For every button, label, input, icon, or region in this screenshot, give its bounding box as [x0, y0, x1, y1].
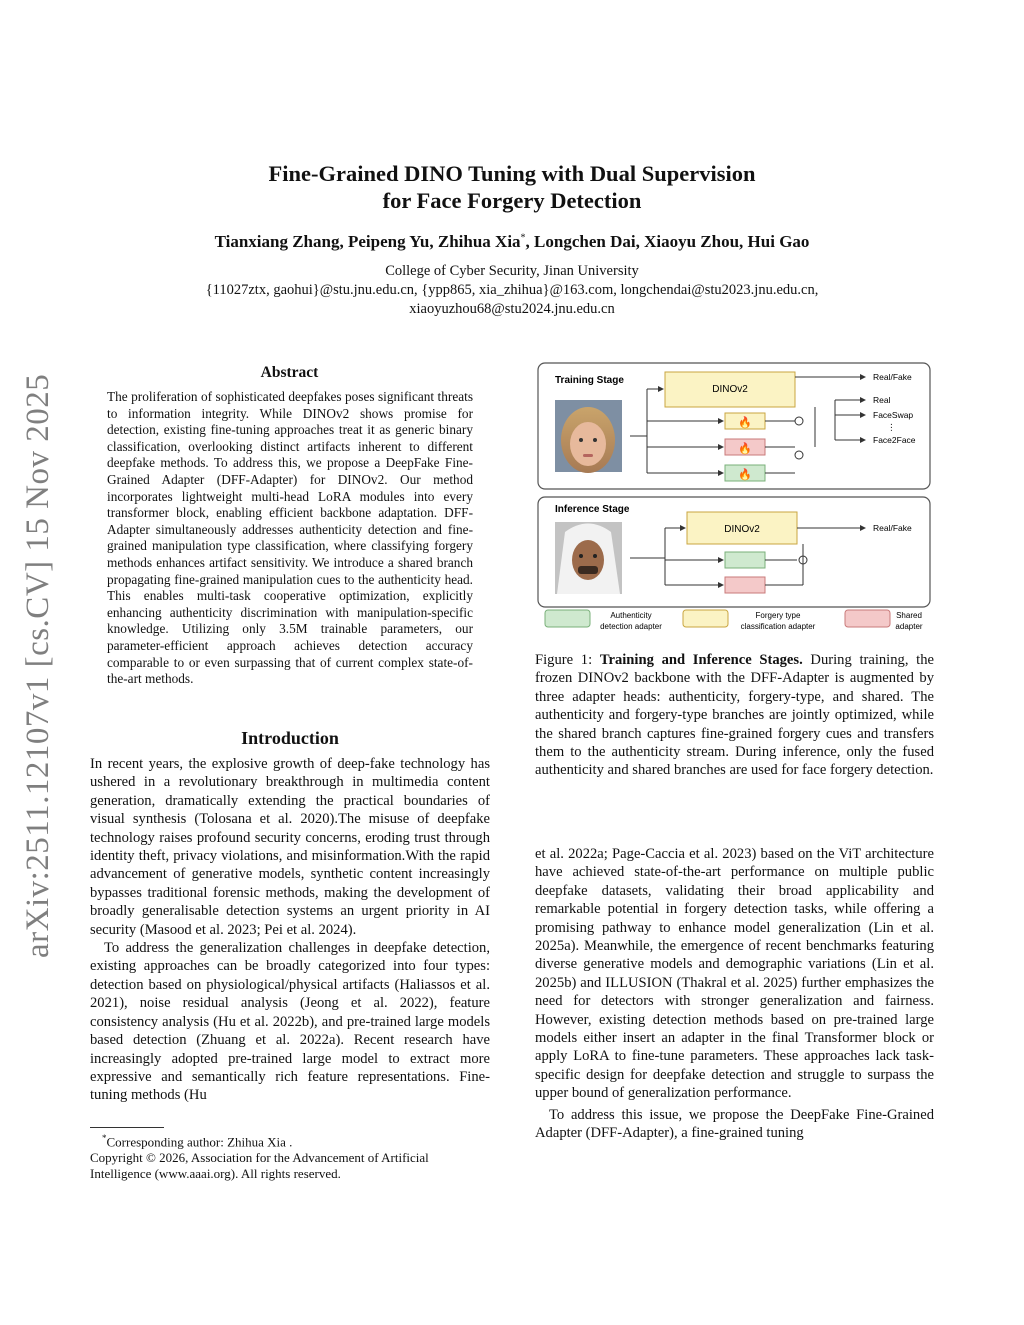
- caption-label: Figure 1:: [535, 652, 600, 668]
- copyright-notice: Copyright © 2026, Association for the Advancement of Artificial Intelligence (www.aaai.org). All rights reserved.: [90, 1150, 429, 1182]
- legend-forgery-line2: classification adapter: [740, 622, 816, 631]
- abstract-heading: Abstract: [260, 364, 319, 381]
- training-face-image: [555, 400, 622, 473]
- caption-title: Training and Inference Stages.: [599, 652, 803, 668]
- emails-line-1: {11027ztx, gaohui}@stu.jnu.edu.cn, {ypp865, xia_zhihua}@163.com, longchendai@stu2023.jnu.edu.cn,: [205, 282, 819, 298]
- output-ellipsis: ⋮: [887, 422, 896, 432]
- figure-1-diagram: [535, 360, 935, 640]
- corresponding-author-text: Corresponding author: Zhihua Xia .: [106, 1134, 293, 1150]
- legend-authenticity-line2: detection adapter: [600, 622, 662, 631]
- output-face2face: Face2Face: [873, 435, 916, 445]
- fire-icon: 🔥: [738, 469, 752, 481]
- inference-shared-adapter: [725, 577, 765, 593]
- legend-shared-line2: adapter: [895, 622, 923, 631]
- inference-stage-label: Inference Stage: [555, 504, 630, 515]
- caption-body: During training, the frozen DINOv2 backbone with the DFF-Adapter is augmented by three adapter heads: authenticity, forgery-type, and shared. The authenticity and forgery-type branches are jointly optimized, while the shared branch captures fine-grained forgery cues and transfers them to the authenticity stream. During inference, only the fused authenticity and shared branches are used for face forgery detection.: [535, 652, 934, 779]
- right-paragraph-1: et al. 2022a; Page-Caccia et al. 2023) based on the ViT architecture have achieved state-of-the-art performance on multiple public deepfake datasets, validating their broad applicability and remarkable potential in forgery detection tasks, while offering a promising pathway to enhance model generalization (Lin et al. 2025a). Meanwhile, the emergence of recent benchmarks featuring diverse generative models and demographic variations (Lin et al. 2025b) and ILLUSION (Thakral et al. 2025) further emphasizes the need for detectors with stronger generalization and fairness. However, existing detection methods based on pre-trained large models either insert an adapter in the final Transformer block or apply LoRA to fine-tune parameters. These approaches lack task-specific design for deepfake detection and struggle to surpass the upper bound of generalization performance.: [535, 846, 934, 1102]
- inference-dinov2-label: DINOv2: [724, 524, 760, 535]
- footnote-rule: [90, 1127, 164, 1128]
- title-line-2: for Face Forgery Detection: [382, 188, 642, 213]
- training-dinov2-label: DINOv2: [712, 384, 748, 395]
- footnote-corresponding: [90, 1130, 490, 1150]
- legend-authenticity-swatch: [545, 610, 590, 627]
- training-stage-label: Training Stage: [555, 375, 624, 386]
- arxiv-identifier: arXiv:2511.12107v1 [cs.CV] 15 Nov 2025: [20, 373, 56, 958]
- intro-paragraph-2: To address the generalization challenges in deepfake detection, existing approaches can be broadly categorized into four types: detection based on physiological/physical artifacts (Haliassos et al. 2021), noise residual analysis (Jeong et al. 2022), feature consistency analysis (Hu et al. 2022b), and pre-trained large models based detection (Zhuang et al. 2022a). Recent research have increasingly adopted pre-trained large model to extract more expressive and semantically rich feature representations. Fine-tuning methods (Hu: [90, 940, 490, 1104]
- figure-1: [535, 360, 935, 640]
- legend-shared-swatch: [845, 610, 890, 627]
- right-paragraph-2: To address this issue, we propose the DeepFake Fine-Grained Adapter (DFF-Adapter), a fine-grained tuning: [535, 1106, 934, 1142]
- affiliation-block: [100, 262, 924, 319]
- authors-part-1: Tianxiang Zhang, Peipeng Yu, Zhihua Xia: [214, 232, 521, 251]
- output-real-fake: Real/Fake: [873, 372, 912, 382]
- legend-forgery-line1: Forgery type: [755, 611, 801, 620]
- inference-face-image: [555, 522, 622, 594]
- introduction-body: [90, 755, 490, 1105]
- abstract-text: The proliferation of sophisticated deepfakes poses significant threats to information integrity. While DINOv2 shows promise for detection, existing fine-tuning approaches treat it as generic binary classification, overlooking distinct artifacts inherent to different deepfake methods. To address this, we propose a DeepFake Fine-Grained Adapter (DFF-Adapter) for DINOv2. Our method incorporates lightweight multi-head LoRA modules into every transformer block, enabling efficient backbone adaptation. DFF-Adapter simultaneously addresses authenticity detection and fine-grained manipulation type classification, where classifying forgery methods enhances artifact sensitivity. We introduce a shared branch propagating fine-grained manipulation cues to the authenticity head. This enables multi-task cooperative optimization, explicitly enhancing authenticity discrimination with manipulation-specific knowledge. Utilizing only 3.5M trainable parameters, our parameter-efficient approach achieves detection accuracy comparable to or even surpassing that of current complex state-of-the-art methods.: [107, 389, 473, 687]
- right-column-body: [535, 845, 934, 1143]
- introduction-heading: Introduction: [241, 728, 339, 748]
- legend-shared-line1: Shared: [896, 611, 922, 620]
- legend-forgery-swatch: [683, 610, 728, 627]
- inference-output-real-fake: Real/Fake: [873, 523, 912, 533]
- fire-icon: 🔥: [738, 417, 752, 429]
- figure-legend: [545, 610, 923, 631]
- intro-paragraph-1: In recent years, the explosive growth of deep-fake technology has ushered in a revolutionary breakthrough in multimedia content generation, dramatically extending the practical boundaries of visual synthesis (Tolosana et al. 2020).The misuse of deepfake technology raises profound security concerns, eroding trust through identity theft, privacy violations, and misinformation.With the rapid advancement of generative models, synthetic content increasingly bypasses traditional forensic methods, making the development of broadly generalisable detection systems an urgent priority in AI security (Masood et al. 2023; Pei et al. 2024).: [90, 756, 490, 938]
- inference-authenticity-adapter: [725, 552, 765, 568]
- corresponding-mark: *: [520, 232, 526, 244]
- output-faceswap: FaceSwap: [873, 410, 914, 420]
- footnote-mark: *: [102, 1133, 107, 1143]
- paper-title: [150, 160, 874, 214]
- title-line-1: Fine-Grained DINO Tuning with Dual Supervision: [268, 161, 756, 186]
- authors-part-2: , Longchen Dai, Xiaoyu Zhou, Hui Gao: [525, 232, 810, 251]
- emails-line-2: xiaoyuzhou68@stu2024.jnu.edu.cn: [409, 301, 615, 317]
- footnote-block: [90, 1130, 490, 1182]
- legend-authenticity-line1: Authenticity: [610, 611, 652, 620]
- author-list: [100, 232, 924, 252]
- figure-1-caption: [535, 651, 934, 780]
- affiliation: College of Cyber Security, Jinan University: [385, 263, 639, 279]
- output-real: Real: [873, 395, 891, 405]
- fire-icon: 🔥: [738, 443, 752, 455]
